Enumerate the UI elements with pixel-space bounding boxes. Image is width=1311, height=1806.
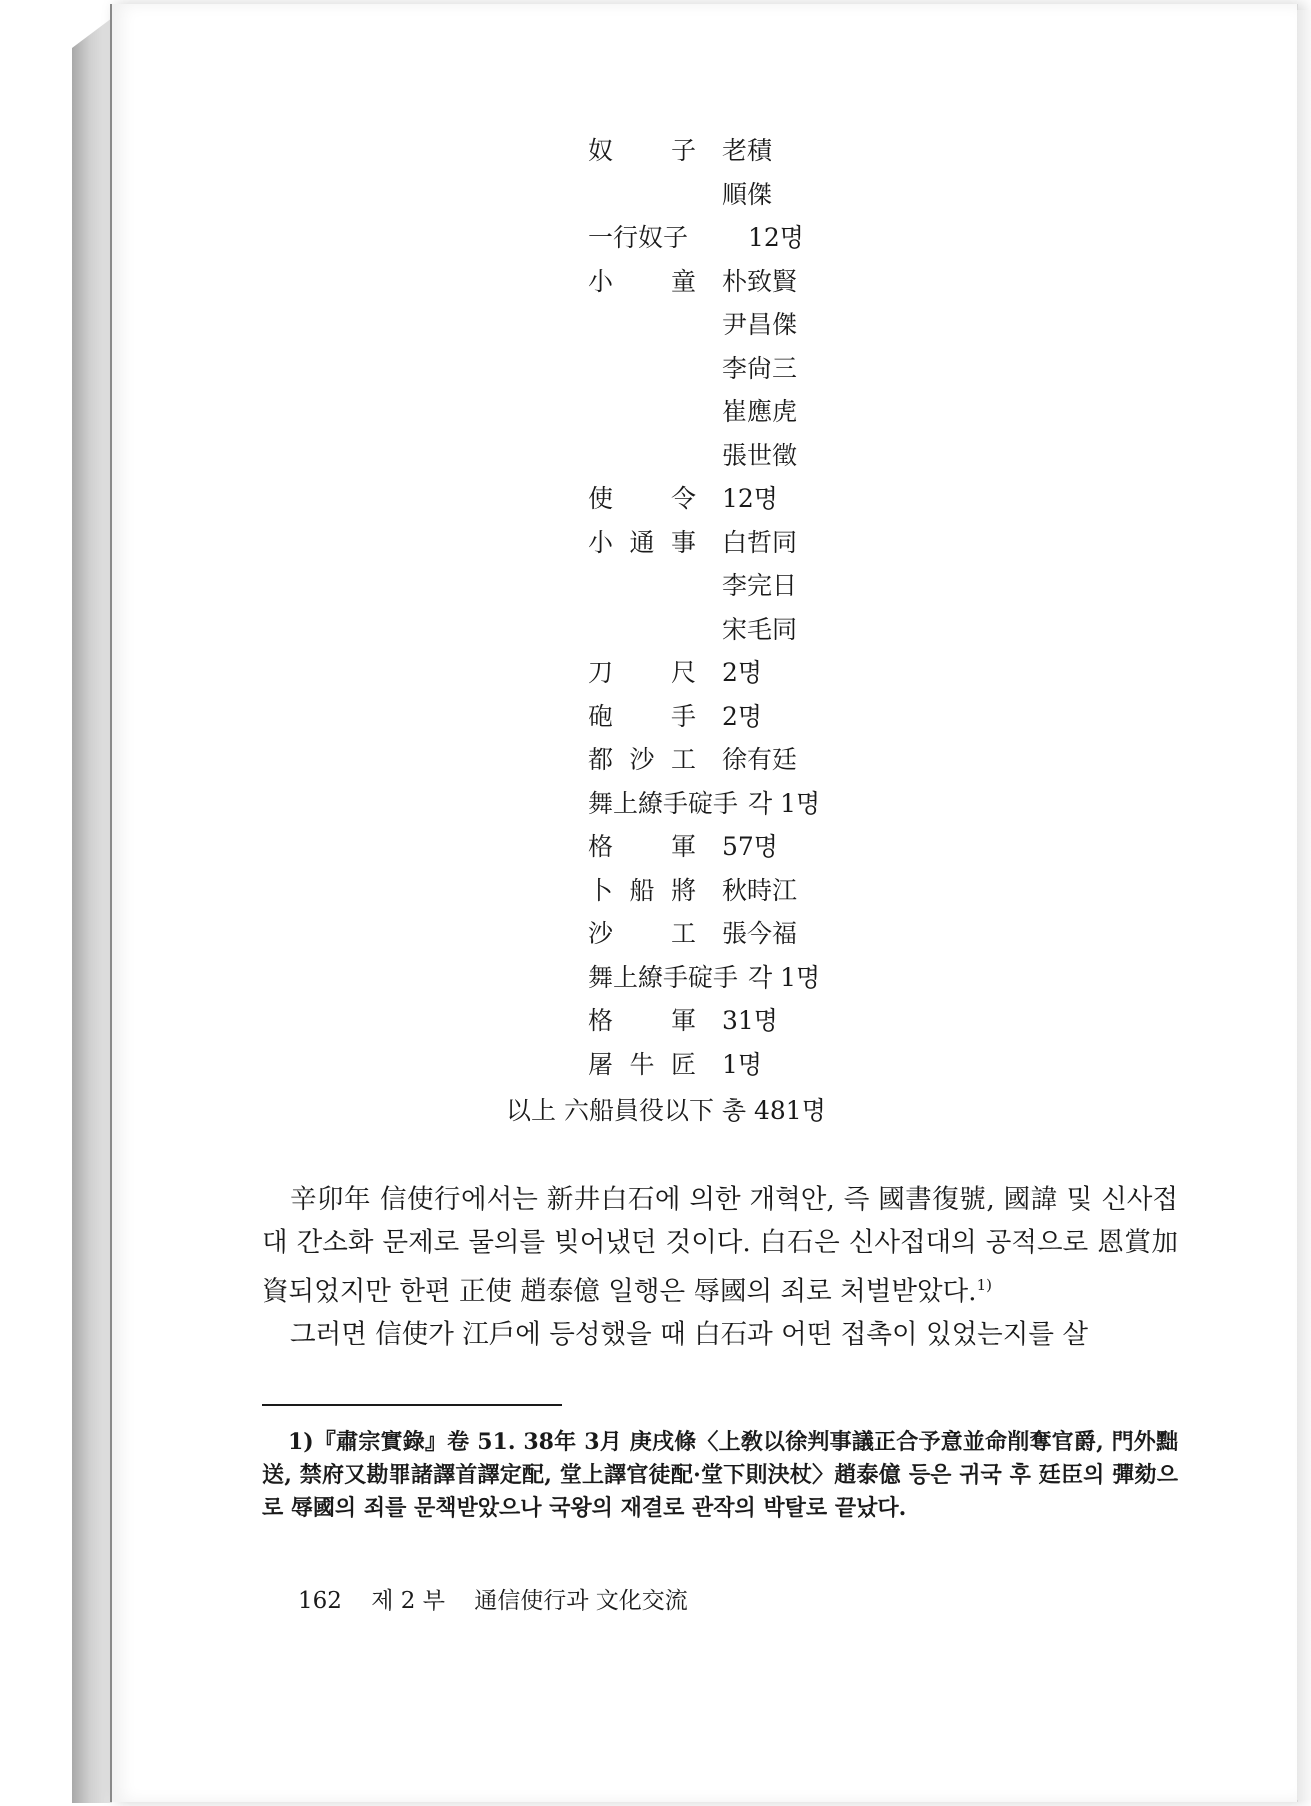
roster-row bbox=[588, 484, 988, 528]
roster-row bbox=[588, 528, 988, 572]
roster-row bbox=[588, 310, 988, 354]
roster-role: 舞上繚手碇手 bbox=[588, 962, 739, 992]
roster-value: 12명 bbox=[722, 484, 778, 513]
paragraph-text: 그러면 信使가 江戶에 등성했을 때 白石과 어떤 접촉이 있었는지를 살 bbox=[290, 1318, 1088, 1350]
roster-role: 格 軍 bbox=[588, 1006, 696, 1035]
roster-role: 一行奴子 bbox=[588, 223, 689, 252]
roster-value: 2명 bbox=[722, 658, 763, 687]
personnel-roster bbox=[588, 136, 988, 1093]
roster-value: 李完日 bbox=[722, 571, 798, 600]
roster-role: 卜 船 將 bbox=[588, 875, 696, 905]
roster-value: 白哲同 bbox=[722, 527, 798, 557]
roster-row bbox=[588, 702, 988, 746]
roster-row bbox=[588, 919, 988, 963]
roster-row bbox=[588, 441, 988, 485]
roster-role: 沙 工 bbox=[588, 919, 696, 948]
roster-row bbox=[588, 615, 988, 659]
roster-role: 奴 子 bbox=[588, 136, 696, 165]
part-number: 제 2 부 bbox=[371, 1588, 445, 1614]
roster-value: 秋時江 bbox=[722, 875, 798, 905]
body-text bbox=[262, 1178, 1178, 1356]
roster-row bbox=[588, 397, 988, 441]
roster-role: 都 沙 工 bbox=[588, 745, 696, 774]
roster-row bbox=[588, 354, 988, 398]
roster-role: 格 軍 bbox=[588, 832, 696, 861]
roster-role: 使 令 bbox=[588, 484, 696, 513]
running-footer bbox=[298, 1586, 710, 1616]
roster-row bbox=[588, 1006, 988, 1050]
part-title: 通信使行과 文化交流 bbox=[474, 1588, 688, 1614]
roster-row bbox=[588, 1050, 988, 1094]
roster-value: 1명 bbox=[722, 1049, 763, 1079]
roster-row bbox=[588, 876, 988, 920]
roster-row bbox=[588, 136, 988, 180]
footnote: 1)『肅宗實錄』卷 51. 38年 3月 庚戌條〈上敎以徐判事議正合予意並命削奪官爵, 門外黜送, 禁府又勘罪諸譯首譯定配, 堂上譯官徒配·堂下則決杖〉趙泰億 등은 귀국 후 廷臣의 彈劾으로 辱國의 죄를 문책받았으나 국왕의 재결로 관작의 박탈로 끝났다. bbox=[262, 1429, 1178, 1521]
roster-value: 崔應虎 bbox=[722, 397, 798, 426]
roster-role: 小 通 事 bbox=[588, 527, 696, 557]
roster-value: 宋毛同 bbox=[722, 614, 798, 644]
roster-role: 舞上繚手碇手 bbox=[588, 788, 739, 818]
roster-value: 張世徵 bbox=[722, 440, 798, 470]
roster-value: 각 1명 bbox=[748, 962, 821, 992]
roster-row bbox=[588, 571, 988, 615]
roster-row bbox=[588, 180, 988, 224]
roster-value: 尹昌傑 bbox=[722, 310, 798, 339]
paragraph-text: 辛卯年 信使行에서는 新井白石에 의한 개혁안, 즉 國書復號, 國諱 및 신사접대 간소화 문제로 물의를 빚어냈던 것이다. 白石은 신사접대의 공적으로 恩賞加資되었지만 한편 正使 趙泰億 일행은 辱國의 죄로 처벌받았다. bbox=[262, 1184, 1178, 1307]
roster-value: 徐有廷 bbox=[722, 745, 798, 774]
roster-row bbox=[588, 658, 988, 702]
roster-row bbox=[588, 223, 988, 267]
roster-row bbox=[588, 267, 988, 311]
roster-value: 老積 bbox=[722, 136, 773, 165]
roster-row bbox=[588, 832, 988, 876]
roster-value: 각 1명 bbox=[748, 788, 821, 818]
roster-row bbox=[588, 789, 988, 833]
roster-role: 小 童 bbox=[588, 266, 696, 296]
roster-value: 2명 bbox=[722, 701, 763, 731]
roster-value: 順傑 bbox=[722, 179, 773, 209]
roster-value: 朴致賢 bbox=[722, 266, 798, 296]
page-number: 162 bbox=[298, 1588, 342, 1614]
roster-role: 屠 牛 匠 bbox=[588, 1049, 696, 1079]
paragraph bbox=[262, 1313, 1178, 1356]
roster-value: 張今福 bbox=[722, 919, 798, 948]
book-spine bbox=[72, 18, 112, 1803]
roster-value: 李尙三 bbox=[722, 353, 798, 383]
footnote-separator bbox=[262, 1404, 562, 1406]
roster-role: 刀 尺 bbox=[588, 658, 696, 687]
roster-value: 12명 bbox=[748, 223, 804, 252]
footnote-reference: 1) bbox=[976, 1276, 992, 1294]
roster-value: 57명 bbox=[722, 832, 778, 861]
roster-row bbox=[588, 963, 988, 1007]
paragraph bbox=[262, 1178, 1178, 1313]
roster-summary: 以上 六船員役以下 총 481명 bbox=[506, 1096, 826, 1125]
roster-row bbox=[588, 745, 988, 789]
roster-value: 31명 bbox=[722, 1006, 778, 1035]
roster-role: 砲 手 bbox=[588, 701, 696, 731]
